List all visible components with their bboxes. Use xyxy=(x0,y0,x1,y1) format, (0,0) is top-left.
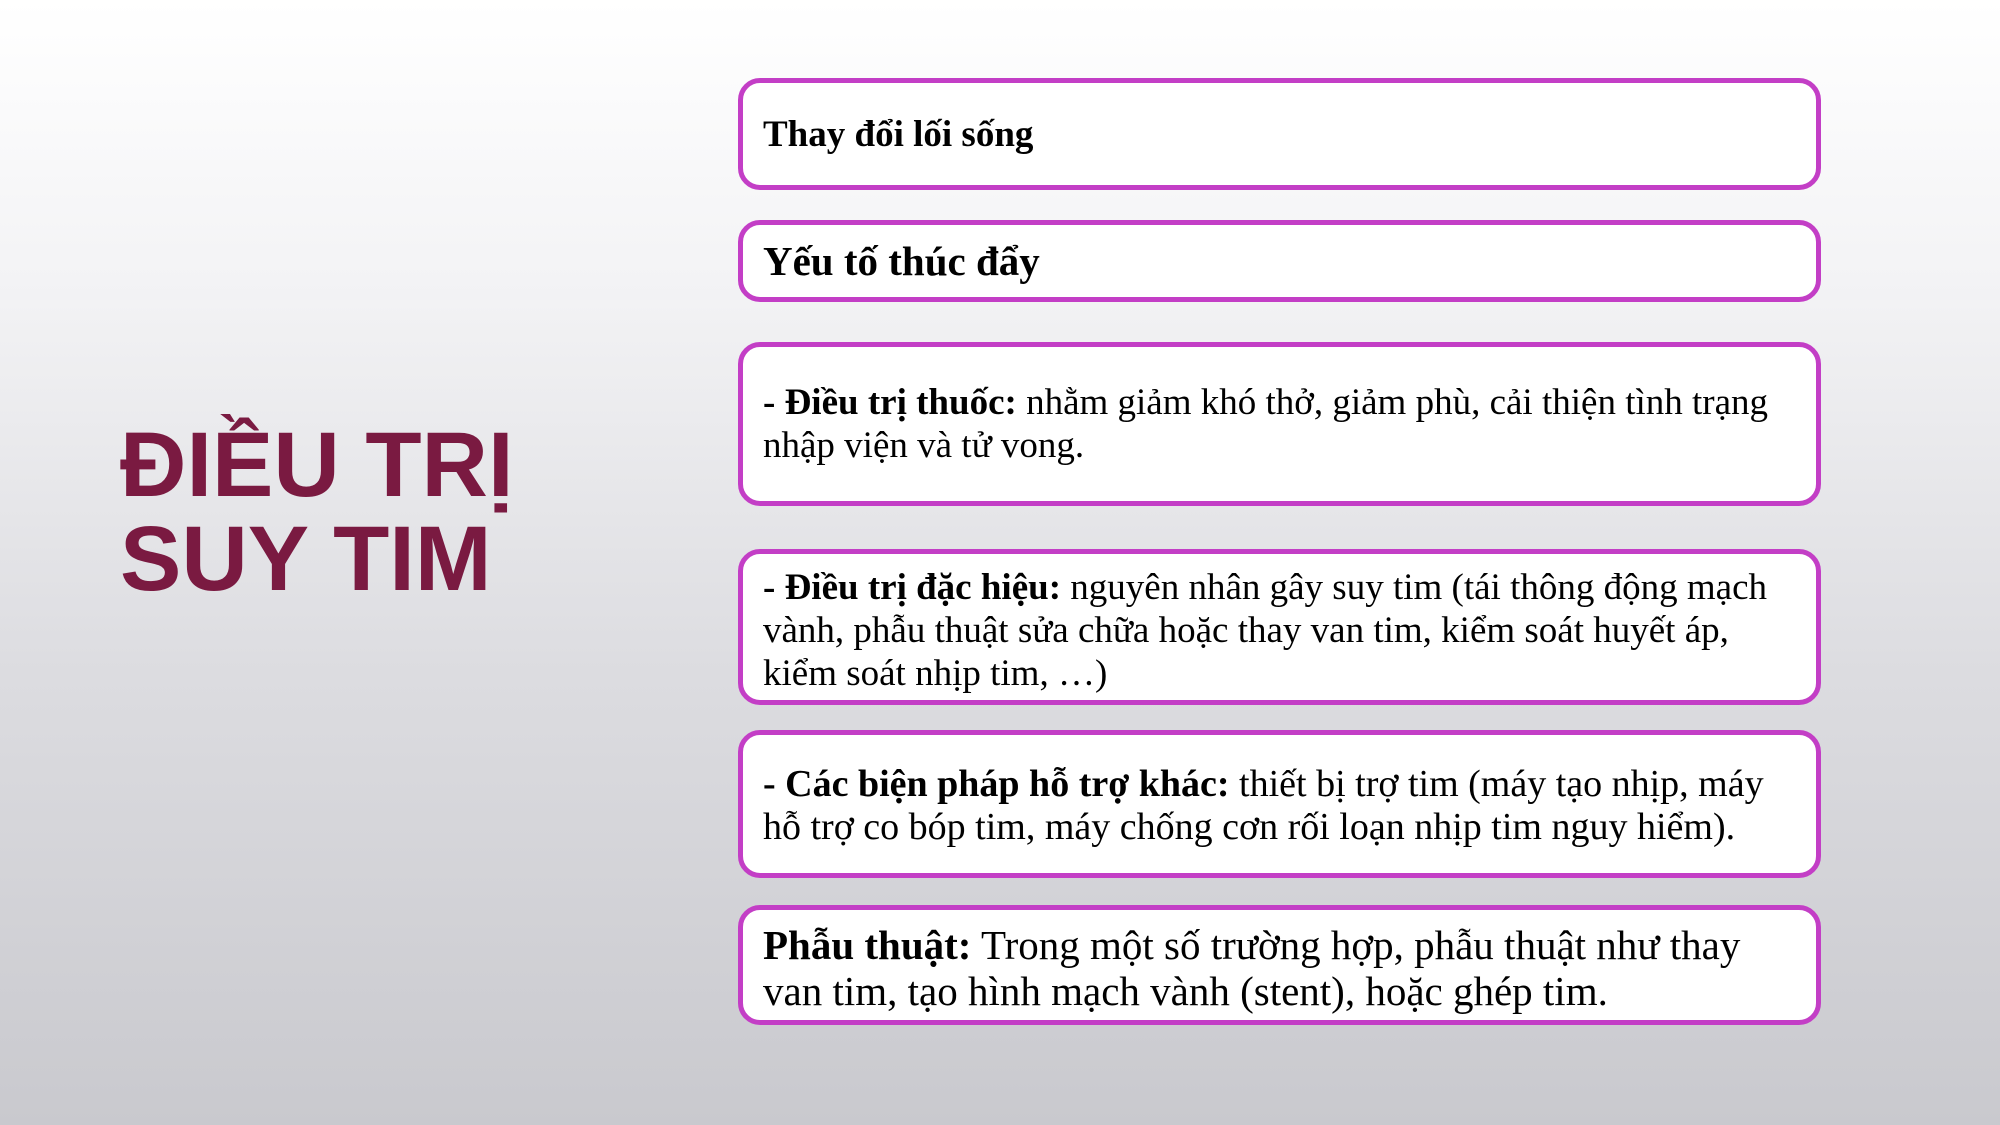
box-precipitating-factors xyxy=(738,220,1821,302)
box-label: - Các biện pháp hỗ trợ khác: xyxy=(763,763,1230,805)
box-label: Thay đổi lối sống xyxy=(763,113,1034,155)
slide-title-line-1: ĐIỀU TRỊ xyxy=(120,414,514,516)
slide-title-line-2: SUY TIM xyxy=(120,508,492,610)
box-specific-treatment xyxy=(738,549,1821,705)
box-body: Trong một số trường hợp, phẫu thuật như thay van tim, tạo hình mạch vành (stent), hoặc ghép tim. xyxy=(763,922,1741,1014)
box-surgery-text xyxy=(763,922,1796,1014)
box-body: thiết bị trợ tim (máy tạo nhịp, máy hỗ trợ co bóp tim, máy chống cơn rối loạn nhịp tim nguy hiểm). xyxy=(763,763,1764,848)
box-drug-treatment-text xyxy=(763,381,1796,467)
box-label: Yếu tố thúc đẩy xyxy=(763,237,1040,284)
box-label: - Điều trị thuốc: xyxy=(763,382,1017,423)
box-lifestyle-change-text xyxy=(763,113,1033,156)
box-body: nhằm giảm khó thở, giảm phù, cải thiện tình trạng nhập viện và tử vong. xyxy=(763,382,1769,466)
box-body: nguyên nhân gây suy tim (tái thông động mạch vành, phẫu thuật sửa chữa hoặc thay van tim, kiểm soát huyết áp, kiểm soát nhịp tim, …) xyxy=(763,567,1767,694)
box-supportive-measures xyxy=(738,730,1821,878)
box-supportive-measures-text xyxy=(763,763,1796,849)
box-label: - Điều trị đặc hiệu: xyxy=(763,567,1062,608)
box-precipitating-factors-text xyxy=(763,237,1040,284)
slide-title xyxy=(120,414,680,610)
box-specific-treatment-text xyxy=(763,566,1796,695)
box-drug-treatment xyxy=(738,342,1821,506)
box-surgery xyxy=(738,905,1821,1025)
box-label: Phẫu thuật: xyxy=(763,922,972,968)
box-lifestyle-change xyxy=(738,78,1821,190)
